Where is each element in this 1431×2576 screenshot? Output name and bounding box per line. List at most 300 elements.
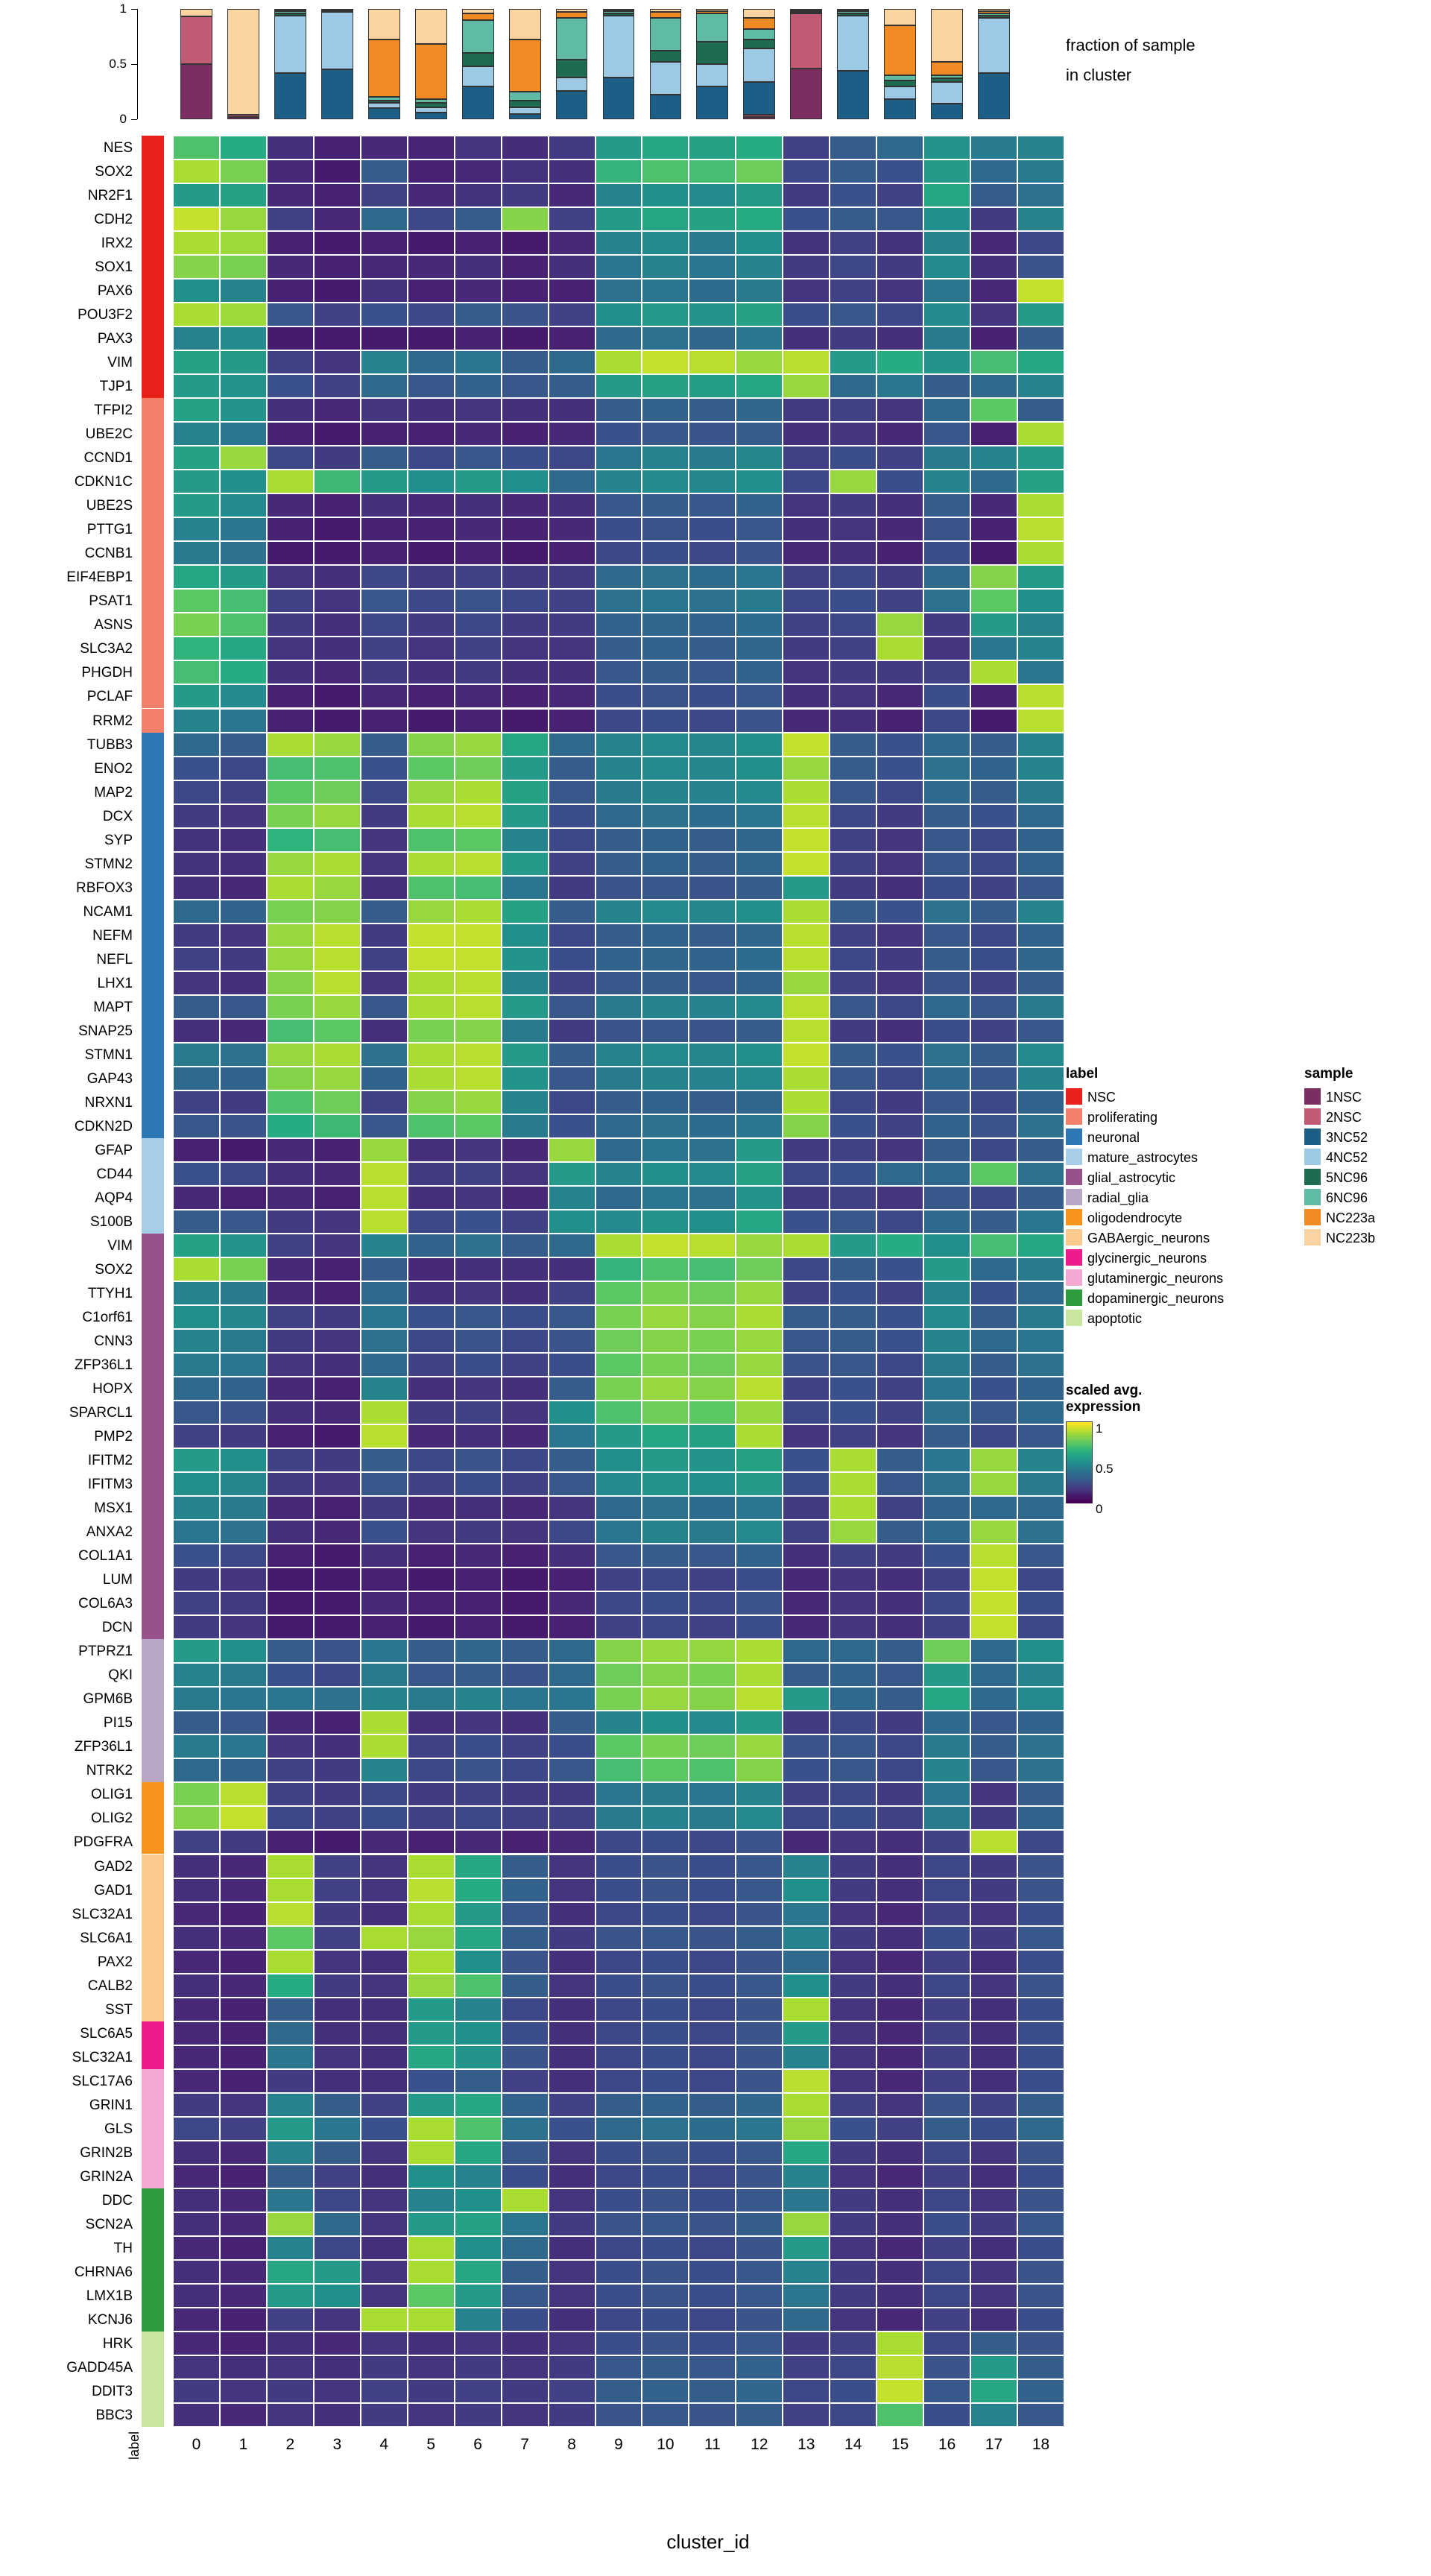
heatmap-cell [314, 1639, 361, 1663]
heatmap-cell [689, 565, 736, 589]
heatmap-cell [876, 470, 923, 493]
gene-label: IFITM3 [87, 1477, 133, 1493]
heatmap-cell [736, 1162, 783, 1186]
heatmap-cell [642, 565, 689, 589]
heatmap-cell [549, 2021, 596, 2045]
legend-label-item[interactable] [1066, 1149, 1224, 1166]
heatmap-cell [502, 1281, 549, 1305]
heatmap-cell [173, 279, 220, 303]
heatmap-cell [689, 1186, 736, 1210]
heatmap-cell [455, 1974, 502, 1998]
heatmap-cell [502, 1210, 549, 1234]
stacked-bar-segment [368, 108, 400, 119]
heatmap-cell [876, 1854, 923, 1878]
heatmap-cell [642, 876, 689, 900]
heatmap-cell [689, 924, 736, 947]
heatmap-cell [830, 1329, 876, 1353]
legend-sample-item[interactable] [1304, 1229, 1375, 1246]
heatmap-cell [1017, 183, 1064, 207]
heatmap-cell [642, 2188, 689, 2212]
legend-label-item[interactable] [1066, 1088, 1224, 1105]
heatmap-cell [314, 1830, 361, 1854]
heatmap-cell [1017, 1878, 1064, 1902]
heatmap-cell [923, 2355, 970, 2379]
heatmap-cell [455, 2332, 502, 2355]
heatmap-cell [689, 1544, 736, 1568]
heatmap-cell [783, 2260, 830, 2284]
heatmap-cell [361, 565, 408, 589]
heatmap-cell [408, 422, 455, 446]
label-annotation-cell [142, 1138, 164, 1162]
heatmap-cell [455, 1377, 502, 1401]
heatmap-cell [408, 1711, 455, 1734]
heatmap-cell [876, 1687, 923, 1711]
heatmap-cell [1017, 613, 1064, 637]
heatmap-cell [455, 2284, 502, 2308]
heatmap-cell [361, 1401, 408, 1424]
legend-label-item[interactable] [1066, 1189, 1224, 1206]
legend-label-item[interactable] [1066, 1249, 1224, 1266]
heatmap-cell [923, 2236, 970, 2260]
heatmap-cell [1017, 2188, 1064, 2212]
heatmap-cell [173, 709, 220, 733]
heatmap-cell [783, 780, 830, 804]
heatmap-cell [502, 757, 549, 780]
heatmap-cell [642, 1377, 689, 1401]
heatmap-cell [923, 2308, 970, 2332]
heatmap-cell [736, 2069, 783, 2093]
heatmap-cell [642, 541, 689, 565]
heatmap-cell [923, 1687, 970, 1711]
heatmap-cell [408, 1353, 455, 1377]
heatmap-cell [173, 231, 220, 255]
heatmap-cell [502, 2260, 549, 2284]
legend-sample-item[interactable] [1304, 1128, 1375, 1146]
gene-label: DDIT3 [92, 2383, 133, 2399]
heatmap-cell [689, 995, 736, 1019]
heatmap-cell [173, 1782, 220, 1806]
heatmap-cell [455, 757, 502, 780]
legend-sample-item[interactable] [1304, 1169, 1375, 1186]
heatmap-cell [970, 1806, 1017, 1830]
heatmap-cell [1017, 1496, 1064, 1520]
heatmap-cell [361, 1974, 408, 1998]
heatmap-cell [923, 183, 970, 207]
legend-label-item[interactable] [1066, 1128, 1224, 1146]
stacked-bar-segment [556, 12, 588, 17]
heatmap-cell [1017, 1782, 1064, 1806]
heatmap-cell [596, 828, 642, 852]
heatmap-cell [876, 1663, 923, 1687]
legend-sample-item[interactable] [1304, 1189, 1375, 1206]
heatmap-cell [876, 1019, 923, 1043]
heatmap-cell [596, 2332, 642, 2355]
heatmap-cell [314, 255, 361, 279]
heatmap-cell [923, 1234, 970, 1257]
heatmap-cell [596, 2165, 642, 2188]
gene-label: RRM2 [92, 713, 133, 729]
heatmap-cell [455, 2165, 502, 2188]
heatmap-cell [408, 1734, 455, 1758]
heatmap-cell [173, 1854, 220, 1878]
heatmap-cell [502, 876, 549, 900]
heatmap-cell [267, 2379, 314, 2403]
heatmap-cell [220, 1162, 267, 1186]
heatmap-cell [455, 493, 502, 517]
heatmap-cell [549, 613, 596, 637]
heatmap-cell [408, 2308, 455, 2332]
heatmap-cell [783, 613, 830, 637]
heatmap-cell [361, 971, 408, 995]
heatmap-cell [267, 255, 314, 279]
legend-sample-swatch [1304, 1229, 1321, 1246]
heatmap-cell [549, 1114, 596, 1138]
cluster-id-tick: 11 [704, 2436, 721, 2453]
heatmap-cell [970, 660, 1017, 684]
heatmap-cell [736, 2141, 783, 2165]
heatmap-cell [455, 2403, 502, 2427]
heatmap-cell [923, 900, 970, 924]
heatmap-cell [220, 565, 267, 589]
heatmap-cell [502, 326, 549, 350]
heatmap-cell [220, 136, 267, 160]
label-annotation-cell [142, 207, 164, 231]
heatmap-cell [642, 1734, 689, 1758]
heatmap-cell [220, 1687, 267, 1711]
label-annotation-cell [142, 2212, 164, 2236]
heatmap-cell [502, 350, 549, 374]
heatmap-cell [970, 1639, 1017, 1663]
heatmap-cell [642, 1401, 689, 1424]
heatmap-cell [596, 255, 642, 279]
heatmap-cell [783, 1162, 830, 1186]
heatmap-cell [408, 541, 455, 565]
heatmap-cell [502, 1401, 549, 1424]
heatmap-cell [876, 684, 923, 708]
heatmap-cell [549, 1377, 596, 1401]
heatmap-cell [220, 1305, 267, 1329]
legend-sample-item[interactable] [1304, 1209, 1375, 1226]
heatmap-cell [830, 2165, 876, 2188]
heatmap-cell [502, 971, 549, 995]
heatmap-cell [314, 1401, 361, 1424]
heatmap-cell [314, 1234, 361, 1257]
heatmap-cell [1017, 852, 1064, 876]
heatmap-cell [408, 1186, 455, 1210]
heatmap-cell [876, 2212, 923, 2236]
heatmap-cell [502, 2379, 549, 2403]
heatmap-cell [361, 207, 408, 231]
heatmap-cell [408, 1758, 455, 1782]
heatmap-cell [314, 589, 361, 613]
legend-label-item[interactable] [1066, 1310, 1224, 1327]
heatmap-cell [783, 1974, 830, 1998]
heatmap-cell [596, 660, 642, 684]
heatmap-cell [220, 1067, 267, 1090]
heatmap-cell [642, 947, 689, 971]
heatmap-cell [923, 1424, 970, 1448]
heatmap-cell [876, 709, 923, 733]
heatmap-cell [783, 1544, 830, 1568]
heatmap-cell [596, 2117, 642, 2141]
heatmap-cell [923, 1878, 970, 1902]
heatmap-cell [455, 1257, 502, 1281]
stacked-bar-segment [743, 117, 775, 119]
heatmap-cell [689, 2021, 736, 2045]
heatmap-cell [173, 660, 220, 684]
heatmap-cell [642, 303, 689, 326]
heatmap-cell [267, 136, 314, 160]
heatmap-cell [455, 828, 502, 852]
label-annotation-cell [142, 470, 164, 493]
heatmap-cell [830, 1926, 876, 1950]
heatmap-cell [596, 541, 642, 565]
heatmap-cell [596, 1687, 642, 1711]
heatmap-cell [267, 1019, 314, 1043]
gene-label: LHX1 [97, 975, 133, 991]
label-annotation-cell [142, 231, 164, 255]
heatmap-cell [689, 1496, 736, 1520]
stacked-bar-segment [509, 92, 541, 101]
heatmap-cell [361, 398, 408, 422]
heatmap-cell [689, 2045, 736, 2069]
heatmap-cell [642, 1043, 689, 1067]
heatmap-cell [642, 733, 689, 757]
heatmap-cell [267, 565, 314, 589]
legend-label-item[interactable] [1066, 1289, 1224, 1307]
heatmap-cell [314, 876, 361, 900]
gene-label: DDC [101, 2192, 133, 2209]
heatmap-cell [689, 446, 736, 470]
legend-sample-item[interactable] [1304, 1088, 1375, 1105]
heatmap-cell [783, 995, 830, 1019]
label-annotation-cell [142, 1782, 164, 1806]
heatmap-cell [642, 2093, 689, 2117]
gene-label: SLC6A5 [80, 2025, 133, 2042]
heatmap-cell [596, 852, 642, 876]
stacked-bar-segment [180, 16, 212, 64]
heatmap-cell [736, 1114, 783, 1138]
heatmap-cell [220, 2379, 267, 2403]
heatmap-cell [549, 1138, 596, 1162]
heatmap-cell [783, 1138, 830, 1162]
heatmap-cell [830, 470, 876, 493]
heatmap-cell [970, 2021, 1017, 2045]
heatmap-cell [455, 231, 502, 255]
heatmap-cell [502, 1974, 549, 1998]
heatmap-cell [783, 1019, 830, 1043]
heatmap-cell [314, 1472, 361, 1496]
heatmap-cell [923, 326, 970, 350]
gene-label: QKI [108, 1667, 133, 1684]
heatmap-cell [220, 1926, 267, 1950]
heatmap-cell [549, 1663, 596, 1687]
heatmap-cell [736, 2165, 783, 2188]
heatmap-cell [502, 2141, 549, 2165]
legend-sample-swatch [1304, 1149, 1321, 1165]
heatmap-cell [502, 446, 549, 470]
legend-label-item[interactable] [1066, 1269, 1224, 1287]
heatmap-cell [267, 1878, 314, 1902]
heatmap-cell [361, 1353, 408, 1377]
gene-label: DCX [102, 808, 133, 824]
heatmap-cell [642, 374, 689, 398]
heatmap-cell [502, 2212, 549, 2236]
heatmap-cell [970, 1663, 1017, 1687]
label-annotation-cell [142, 995, 164, 1019]
gene-label: MAPT [93, 999, 133, 1015]
heatmap-cell [267, 1591, 314, 1615]
legend-sample-label: NC223b [1326, 1231, 1376, 1246]
heatmap-cell [970, 757, 1017, 780]
stacked-bar-segment [509, 40, 541, 92]
cluster-id-tick: 4 [379, 2436, 389, 2453]
heatmap-cell [220, 2332, 267, 2355]
label-annotation-cell [142, 1496, 164, 1520]
heatmap-cell [923, 2165, 970, 2188]
heatmap-cell [830, 900, 876, 924]
stacked-bar-segment [415, 44, 447, 99]
heatmap-cell [549, 1448, 596, 1472]
label-annotation-cell [142, 2284, 164, 2308]
heatmap-cell [173, 422, 220, 446]
heatmap-cell [830, 2117, 876, 2141]
legend-sample-item[interactable] [1304, 1149, 1375, 1166]
heatmap-cell [736, 470, 783, 493]
legend-label-item[interactable] [1066, 1209, 1224, 1226]
stacked-bar-segment [368, 40, 400, 97]
heatmap-cell [220, 1114, 267, 1138]
stacked-bar-segment [462, 86, 494, 119]
heatmap-cell [455, 1639, 502, 1663]
legend-label-item[interactable] [1066, 1169, 1224, 1186]
label-annotation-cell [142, 852, 164, 876]
heatmap-cell [689, 470, 736, 493]
heatmap-cell [267, 1448, 314, 1472]
label-annotation-cell [142, 1711, 164, 1734]
gene-label: CDKN1C [74, 474, 133, 490]
legend-label-item[interactable] [1066, 1229, 1224, 1246]
heatmap-cell [267, 995, 314, 1019]
label-annotation-cell [142, 1878, 164, 1902]
heatmap-cell [642, 1687, 689, 1711]
heatmap-cell [923, 136, 970, 160]
heatmap-cell [220, 1043, 267, 1067]
legend-sample-label: 5NC96 [1326, 1170, 1368, 1185]
heatmap-cell [502, 1138, 549, 1162]
gene-label: GRIN2B [80, 2144, 133, 2161]
heatmap-cell [830, 1043, 876, 1067]
heatmap-cell [408, 1448, 455, 1472]
heatmap-cell [642, 1854, 689, 1878]
heatmap-cell [876, 924, 923, 947]
heatmap-cell [267, 947, 314, 971]
heatmap-cell [549, 1043, 596, 1067]
heatmap-cell [689, 136, 736, 160]
gene-label: ZFP36L1 [74, 1357, 133, 1374]
heatmap-cell [830, 1950, 876, 1974]
heatmap-cell [923, 255, 970, 279]
heatmap-cell [408, 1974, 455, 1998]
heatmap-cell [549, 493, 596, 517]
heatmap-cell [502, 1711, 549, 1734]
heatmap-cell [876, 1711, 923, 1734]
heatmap-cell [408, 757, 455, 780]
heatmap-cell [923, 2379, 970, 2403]
heatmap-cell [1017, 2379, 1064, 2403]
heatmap-cell [783, 1234, 830, 1257]
heatmap-cell [502, 2117, 549, 2141]
heatmap-cell [923, 757, 970, 780]
heatmap-cell [689, 279, 736, 303]
legend-label-item[interactable] [1066, 1108, 1224, 1126]
heatmap-cell [173, 1043, 220, 1067]
heatmap-cell [830, 2188, 876, 2212]
heatmap-cell [970, 1711, 1017, 1734]
heatmap-cell [689, 1401, 736, 1424]
heatmap-cell [408, 1782, 455, 1806]
heatmap-cell [408, 828, 455, 852]
heatmap-cell [689, 1926, 736, 1950]
gene-label: TTYH1 [87, 1286, 133, 1301]
gene-label: CALB2 [87, 1977, 133, 1994]
heatmap-cell [689, 684, 736, 708]
heatmap-cell [361, 160, 408, 183]
heatmap-cell [830, 136, 876, 160]
heatmap-cell [502, 1067, 549, 1090]
gene-label: ANXA2 [86, 1524, 133, 1541]
heatmap-cell [970, 637, 1017, 660]
heatmap-cell [689, 1878, 736, 1902]
heatmap-cell [502, 1663, 549, 1687]
stacked-bar-segment [509, 107, 541, 114]
heatmap-cell [783, 1782, 830, 1806]
heatmap-cell [736, 136, 783, 160]
legend-label-label: GABAergic_neurons [1087, 1231, 1210, 1246]
heatmap-cell [689, 2236, 736, 2260]
heatmap-cell [408, 589, 455, 613]
heatmap-cell [596, 2379, 642, 2403]
heatmap-cell [1017, 1401, 1064, 1424]
heatmap-cell [876, 1067, 923, 1090]
heatmap-cell [876, 2260, 923, 2284]
heatmap-cell [361, 780, 408, 804]
heatmap-cell [267, 2236, 314, 2260]
heatmap-cell [314, 1067, 361, 1090]
heatmap-cell [970, 2117, 1017, 2141]
heatmap-cell [173, 1305, 220, 1329]
heatmap-cell [361, 2403, 408, 2427]
heatmap-cell [783, 422, 830, 446]
legend-sample-title: sample [1304, 1066, 1353, 1082]
heatmap-cell [408, 2069, 455, 2093]
heatmap-cell [220, 900, 267, 924]
heatmap-cell [502, 1448, 549, 1472]
heatmap-cell [923, 852, 970, 876]
heatmap-cell [596, 1998, 642, 2021]
heatmap-cell [642, 1114, 689, 1138]
heatmap-cell [408, 1496, 455, 1520]
heatmap-cell [876, 660, 923, 684]
legend-sample-item[interactable] [1304, 1108, 1375, 1126]
heatmap-cell [970, 1758, 1017, 1782]
heatmap-cell [549, 2379, 596, 2403]
gene-label: C1orf61 [82, 1310, 133, 1326]
heatmap-cell [783, 2165, 830, 2188]
heatmap-cell [173, 995, 220, 1019]
label-annotation-cell [142, 804, 164, 828]
heatmap-cell [267, 1257, 314, 1281]
